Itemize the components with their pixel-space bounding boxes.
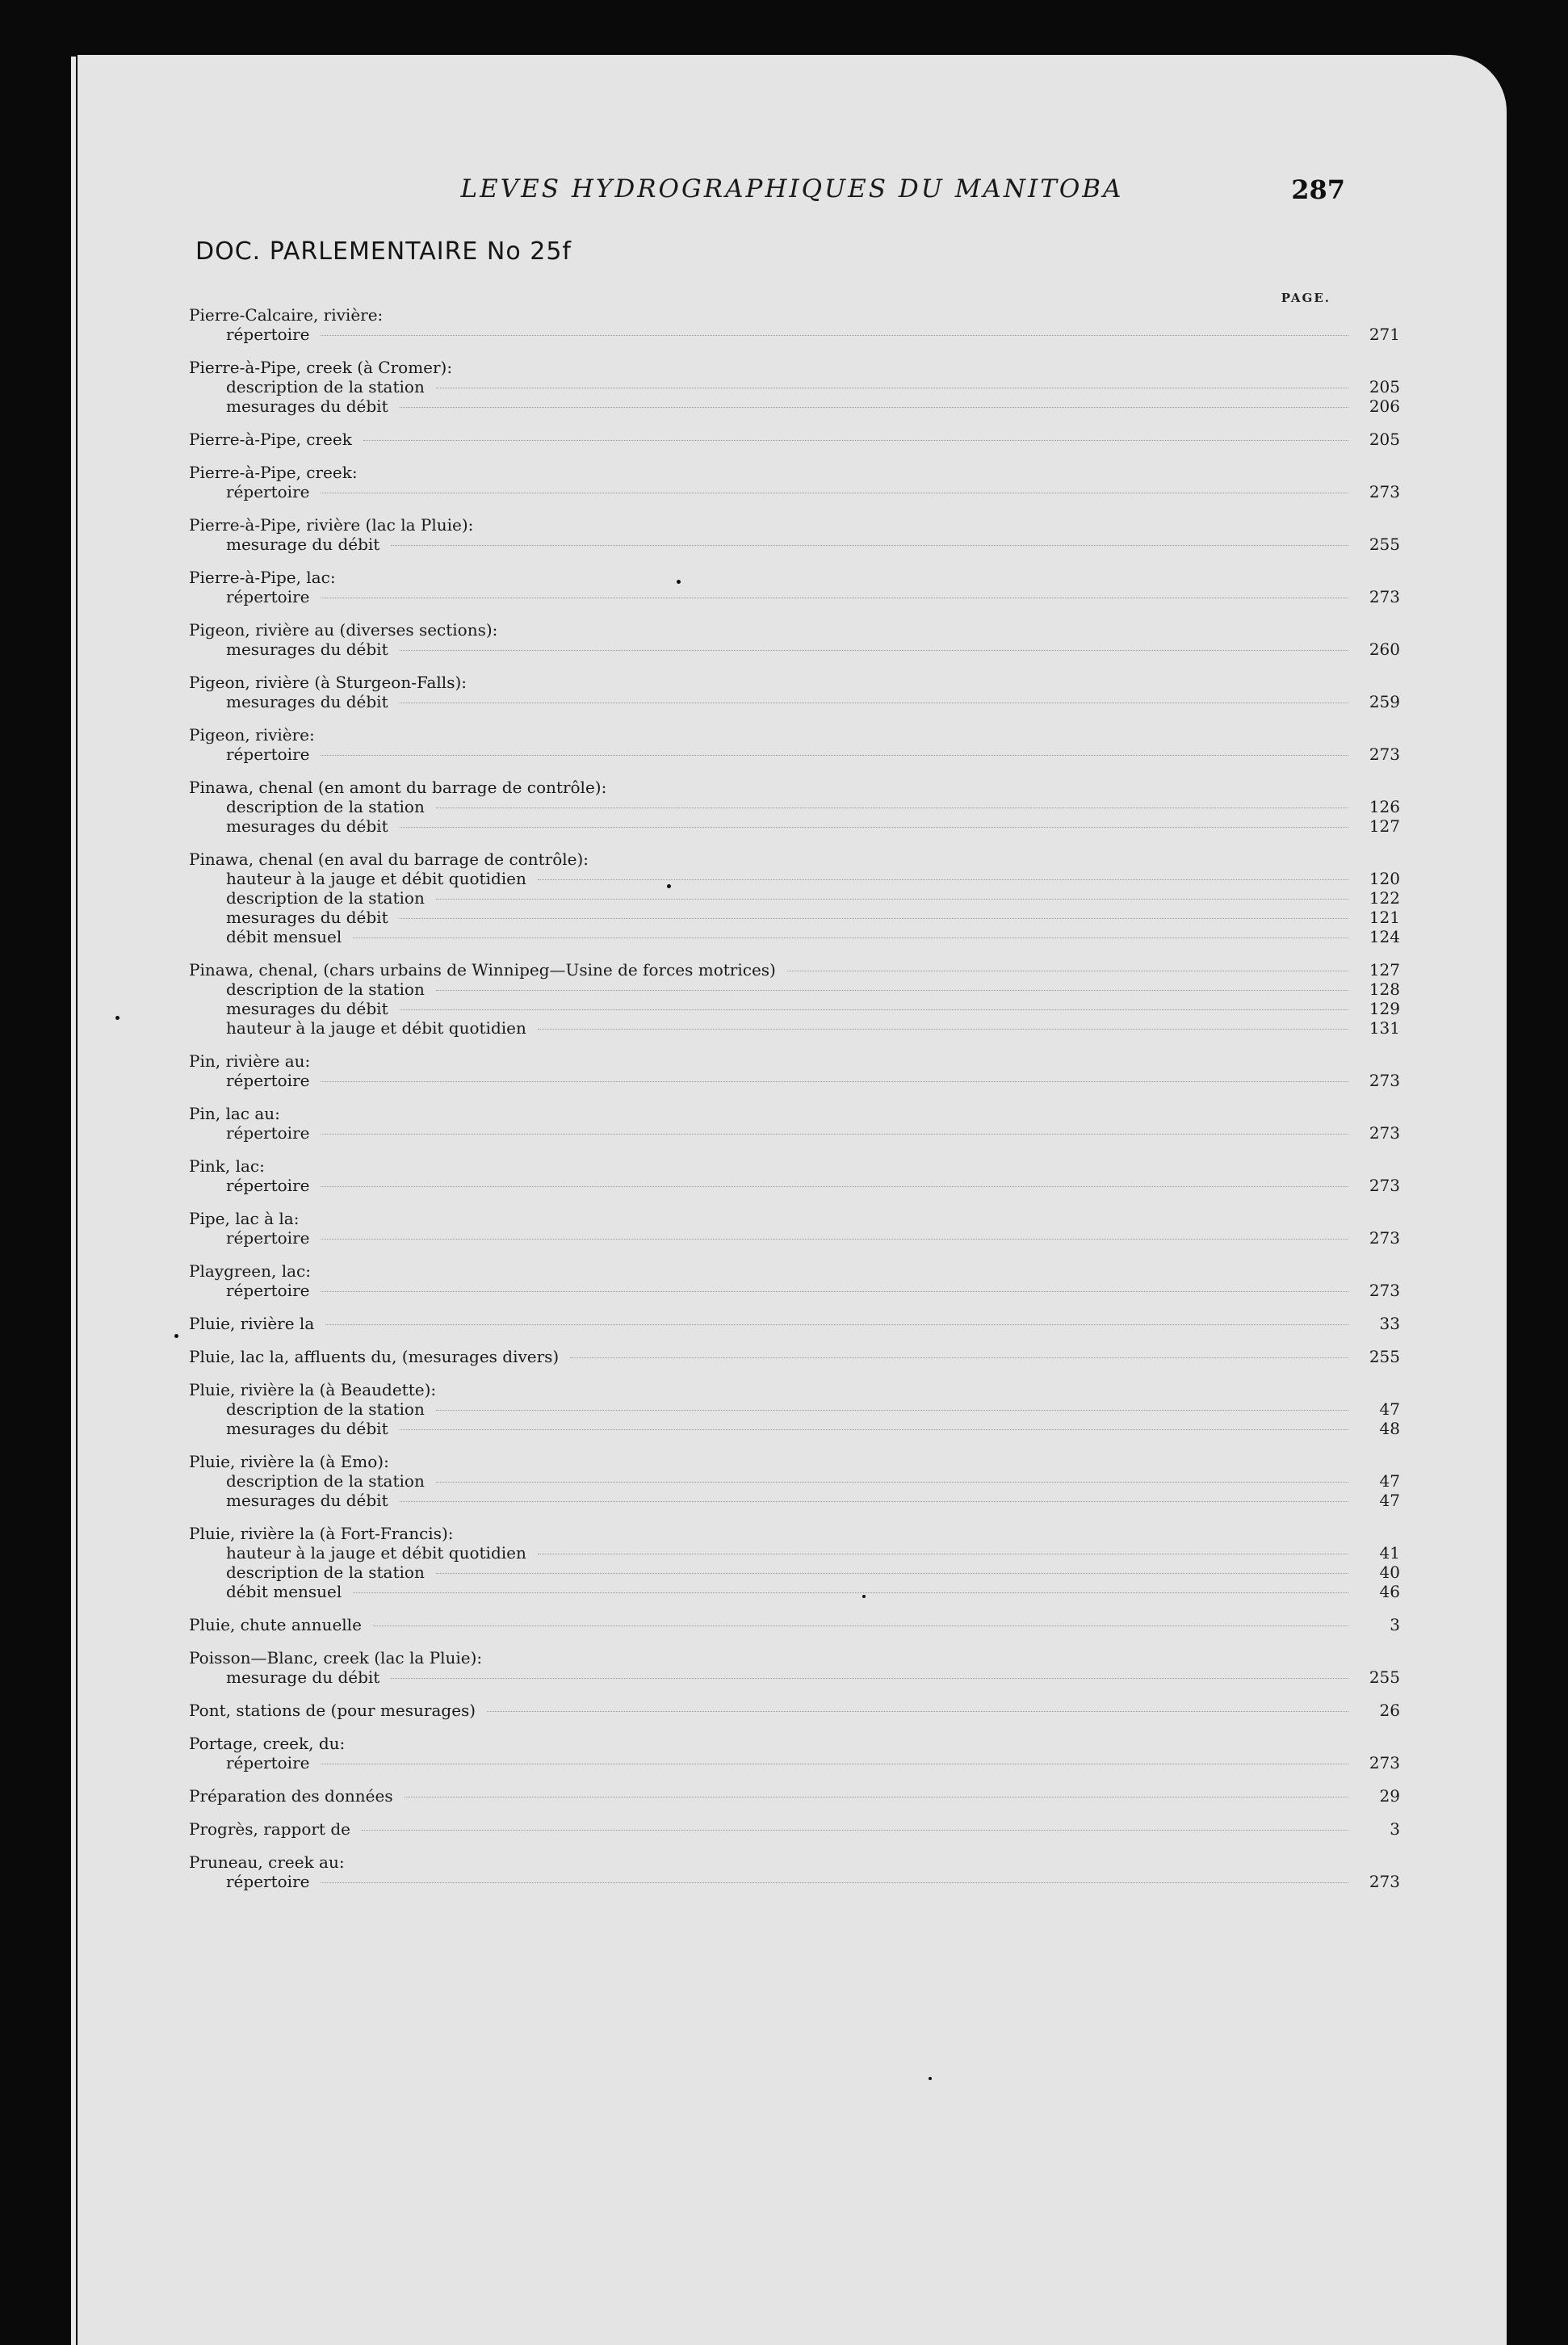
index-entry [189,1852,1400,1891]
entry-label: mesurages du débit [226,396,388,416]
index-entry [189,358,1400,416]
entry-line [189,377,1400,396]
entry-page-number: 120 [1369,869,1400,888]
entry-page-number: 47 [1379,1399,1400,1419]
entry-page-number: 273 [1369,482,1400,501]
entry-page-number: 126 [1369,797,1400,816]
document-title: DOC. PARLEMENTAIRE No 25f [195,237,572,266]
entry-line [189,1563,1400,1582]
entry-label: Préparation des données [189,1786,393,1806]
entry-line [189,1419,1400,1438]
page-binding-edge [71,57,76,2345]
entry-page-number: 129 [1369,999,1400,1018]
entry-line [189,587,1400,606]
entry-page-number: 273 [1369,1281,1400,1300]
entry-label: répertoire [226,587,310,606]
entry-label: mesurage du débit [226,535,380,554]
entry-label: description de la station [226,1563,425,1582]
entry-label: hauteur à la jauge et débit quotidien [226,869,526,888]
dot-leader [321,1882,1348,1883]
index-entry [189,1261,1400,1300]
scan-speck [929,2077,932,2080]
entry-line [189,1491,1400,1510]
entry-line [189,960,1400,980]
entry-page-number: 127 [1369,816,1400,836]
entry-line [189,1071,1400,1090]
entry-heading: Pigeon, rivière: [189,725,315,745]
entry-label: répertoire [226,482,310,501]
entry-label: mesurages du débit [226,640,388,659]
entry-heading: Pin, rivière au: [189,1051,311,1071]
index-entry [189,1615,1400,1634]
dot-leader [353,1592,1348,1593]
index-entry [189,1209,1400,1248]
entry-page-number: 128 [1369,980,1400,999]
entry-page-number: 131 [1369,1018,1400,1038]
entry-heading: Pink, lac: [189,1156,265,1176]
entry-page-number: 121 [1369,908,1400,927]
entry-line [189,1543,1400,1563]
dot-leader [321,755,1348,756]
entry-heading: Pierre-à-Pipe, rivière (lac la Pluie): [189,515,474,535]
entry-heading: Pin, lac au: [189,1104,280,1123]
entry-page-number: 255 [1369,535,1400,554]
index-entry [189,1104,1400,1143]
entry-heading: Pigeon, rivière (à Sturgeon-Falls): [189,673,467,692]
entry-label: description de la station [226,1471,425,1491]
entry-page-number: 26 [1379,1701,1400,1720]
entry-page-number: 122 [1369,888,1400,908]
entry-page-number: 47 [1379,1471,1400,1491]
index-entry [189,1156,1400,1195]
entry-page-number: 206 [1369,396,1400,416]
entry-line [189,1281,1400,1300]
dot-leader [391,545,1348,546]
entry-heading: Poisson—Blanc, creek (lac la Pluie): [189,1648,483,1668]
scan-speck [862,1595,866,1598]
entry-label: description de la station [226,888,425,908]
entry-page-number: 273 [1369,1228,1400,1248]
entry-line [189,980,1400,999]
index-entry [189,778,1400,836]
dot-leader [362,1830,1348,1831]
entry-line [189,1615,1400,1634]
entry-line [189,1701,1400,1720]
dot-leader [436,1482,1348,1483]
dot-leader [391,1678,1348,1679]
dot-leader [538,879,1348,880]
entry-heading: Pinawa, chenal (en amont du barrage de contrôle): [189,778,607,797]
document-page [78,55,1507,2345]
entry-line [189,1018,1400,1038]
entry-label: Pierre-à-Pipe, creek [189,430,352,449]
entry-heading: Pierre-Calcaire, rivière: [189,305,384,325]
entry-page-number: 3 [1390,1819,1400,1839]
dot-leader [321,1134,1348,1135]
entry-page-number: 273 [1369,1176,1400,1195]
entry-page-number: 205 [1369,377,1400,396]
entry-heading: Pigeon, rivière au (diverses sections): [189,620,498,640]
dot-leader [570,1357,1348,1358]
entry-line [189,999,1400,1018]
entry-line [189,927,1400,946]
entry-line [189,1872,1400,1891]
index-entry [189,960,1400,1038]
entry-label: mesurages du débit [226,1419,388,1438]
entry-label: répertoire [226,1281,310,1300]
dot-leader [321,1186,1348,1187]
entry-page-number: 255 [1369,1668,1400,1687]
entry-label: répertoire [226,1753,310,1772]
entry-label: Pluie, rivière la [189,1314,315,1333]
index-entry [189,620,1400,659]
index-entry [189,430,1400,449]
entry-label: hauteur à la jauge et débit quotidien [226,1543,526,1563]
entry-label: description de la station [226,1399,425,1419]
entry-page-number: 255 [1369,1347,1400,1366]
entry-label: Pluie, chute annuelle [189,1615,362,1634]
dot-leader [405,1797,1348,1798]
entry-label: Pinawa, chenal, (chars urbains de Winnipeg—Usine de forces motrices) [189,960,776,980]
entry-label: répertoire [226,1123,310,1143]
index-list [189,305,1400,1905]
entry-page-number: 260 [1369,640,1400,659]
scan-speck [677,580,681,584]
dot-leader [436,990,1348,991]
entry-page-number: 273 [1369,1753,1400,1772]
index-entry [189,1347,1400,1366]
entry-line [189,692,1400,711]
entry-label: débit mensuel [226,1582,342,1601]
entry-line [189,1819,1400,1839]
scan-speck [667,884,671,888]
entry-heading: Pipe, lac à la: [189,1209,300,1228]
scan-speck [115,1016,119,1020]
entry-heading: Pluie, rivière la (à Fort-Francis): [189,1524,454,1543]
entry-page-number: 259 [1369,692,1400,711]
entry-page-number: 127 [1369,960,1400,980]
index-entry [189,515,1400,554]
entry-page-number: 273 [1369,587,1400,606]
entry-page-number: 40 [1379,1563,1400,1582]
scan-speck [174,1334,178,1338]
entry-page-number: 205 [1369,430,1400,449]
entry-line [189,325,1400,344]
entry-label: mesurages du débit [226,1491,388,1510]
dot-leader [436,1410,1348,1411]
entry-page-number: 29 [1379,1786,1400,1806]
entry-line [189,1582,1400,1601]
entry-line [189,1471,1400,1491]
entry-line [189,1314,1400,1333]
entry-page-number: 48 [1379,1419,1400,1438]
entry-page-number: 273 [1369,745,1400,764]
dot-leader [436,1573,1348,1574]
dot-leader [325,1324,1348,1325]
entry-label: mesurages du débit [226,692,388,711]
entry-line [189,745,1400,764]
index-entry [189,1051,1400,1090]
entry-page-number: 33 [1379,1314,1400,1333]
entry-line [189,640,1400,659]
entry-heading: Pierre-à-Pipe, lac: [189,568,336,587]
entry-line [189,396,1400,416]
dot-leader [436,899,1348,900]
entry-label: répertoire [226,1228,310,1248]
entry-label: répertoire [226,745,310,764]
entry-label: répertoire [226,1071,310,1090]
entry-line [189,430,1400,449]
entry-line [189,797,1400,816]
entry-line [189,535,1400,554]
entry-label: répertoire [226,325,310,344]
entry-label: description de la station [226,797,425,816]
entry-label: Progrès, rapport de [189,1819,350,1839]
entry-heading: Pruneau, creek au: [189,1852,345,1872]
index-entry [189,1701,1400,1720]
dot-leader [400,1009,1348,1010]
entry-label: mesurage du débit [226,1668,380,1687]
index-entry [189,1314,1400,1333]
dot-leader [321,335,1348,336]
index-entry [189,1452,1400,1510]
entry-line [189,1123,1400,1143]
dot-leader [538,1029,1348,1030]
entry-page-number: 273 [1369,1071,1400,1090]
page-number: 287 [1291,174,1345,205]
dot-leader [400,918,1348,919]
entry-line [189,1228,1400,1248]
entry-label: mesurages du débit [226,999,388,1018]
entry-label: répertoire [226,1872,310,1891]
entry-line [189,908,1400,927]
dot-leader [487,1711,1348,1712]
entry-heading: Playgreen, lac: [189,1261,311,1281]
index-entry [189,849,1400,946]
entry-line [189,1176,1400,1195]
entry-line [189,1668,1400,1687]
entry-label: répertoire [226,1176,310,1195]
entry-heading: Pierre-à-Pipe, creek: [189,463,358,482]
entry-heading: Portage, creek, du: [189,1734,346,1753]
page-column-label: PAGE. [1281,291,1331,305]
entry-line [189,1753,1400,1772]
index-entry [189,305,1400,344]
entry-label: hauteur à la jauge et débit quotidien [226,1018,526,1038]
entry-page-number: 41 [1379,1543,1400,1563]
index-entry [189,1786,1400,1806]
entry-label: description de la station [226,980,425,999]
index-entry [189,463,1400,501]
entry-line [189,1399,1400,1419]
entry-line [189,1347,1400,1366]
dot-leader [321,1081,1348,1082]
entry-heading: Pinawa, chenal (en aval du barrage de contrôle): [189,849,589,869]
dot-leader [400,1429,1348,1430]
dot-leader [400,827,1348,828]
running-title: LEVES HYDROGRAPHIQUES DU MANITOBA [460,174,1124,203]
dot-leader [400,407,1348,408]
entry-page-number: 124 [1369,927,1400,946]
entry-page-number: 273 [1369,1872,1400,1891]
entry-line [189,1786,1400,1806]
dot-leader [400,650,1348,651]
entry-label: débit mensuel [226,927,342,946]
entry-heading: Pluie, rivière la (à Emo): [189,1452,389,1471]
index-entry [189,1380,1400,1438]
entry-heading: Pluie, rivière la (à Beaudette): [189,1380,437,1399]
dot-leader [363,440,1348,441]
entry-heading: Pierre-à-Pipe, creek (à Cromer): [189,358,453,377]
entry-page-number: 273 [1369,1123,1400,1143]
dot-leader [321,1239,1348,1240]
entry-line [189,816,1400,836]
index-entry [189,1734,1400,1772]
index-entry [189,1648,1400,1687]
entry-label: Pont, stations de (pour mesurages) [189,1701,476,1720]
entry-label: Pluie, lac la, affluents du, (mesurages divers) [189,1347,560,1366]
entry-page-number: 3 [1390,1615,1400,1634]
entry-label: mesurages du débit [226,908,388,927]
index-entry [189,673,1400,711]
entry-page-number: 271 [1369,325,1400,344]
entry-line [189,482,1400,501]
entry-label: mesurages du débit [226,816,388,836]
index-entry [189,568,1400,606]
index-entry [189,1819,1400,1839]
entry-label: description de la station [226,377,425,396]
index-entry [189,725,1400,764]
dot-leader [321,1291,1348,1292]
entry-page-number: 46 [1379,1582,1400,1601]
index-entry [189,1524,1400,1601]
entry-line [189,888,1400,908]
entry-page-number: 47 [1379,1491,1400,1510]
dot-leader [400,1501,1348,1502]
entry-line [189,869,1400,888]
